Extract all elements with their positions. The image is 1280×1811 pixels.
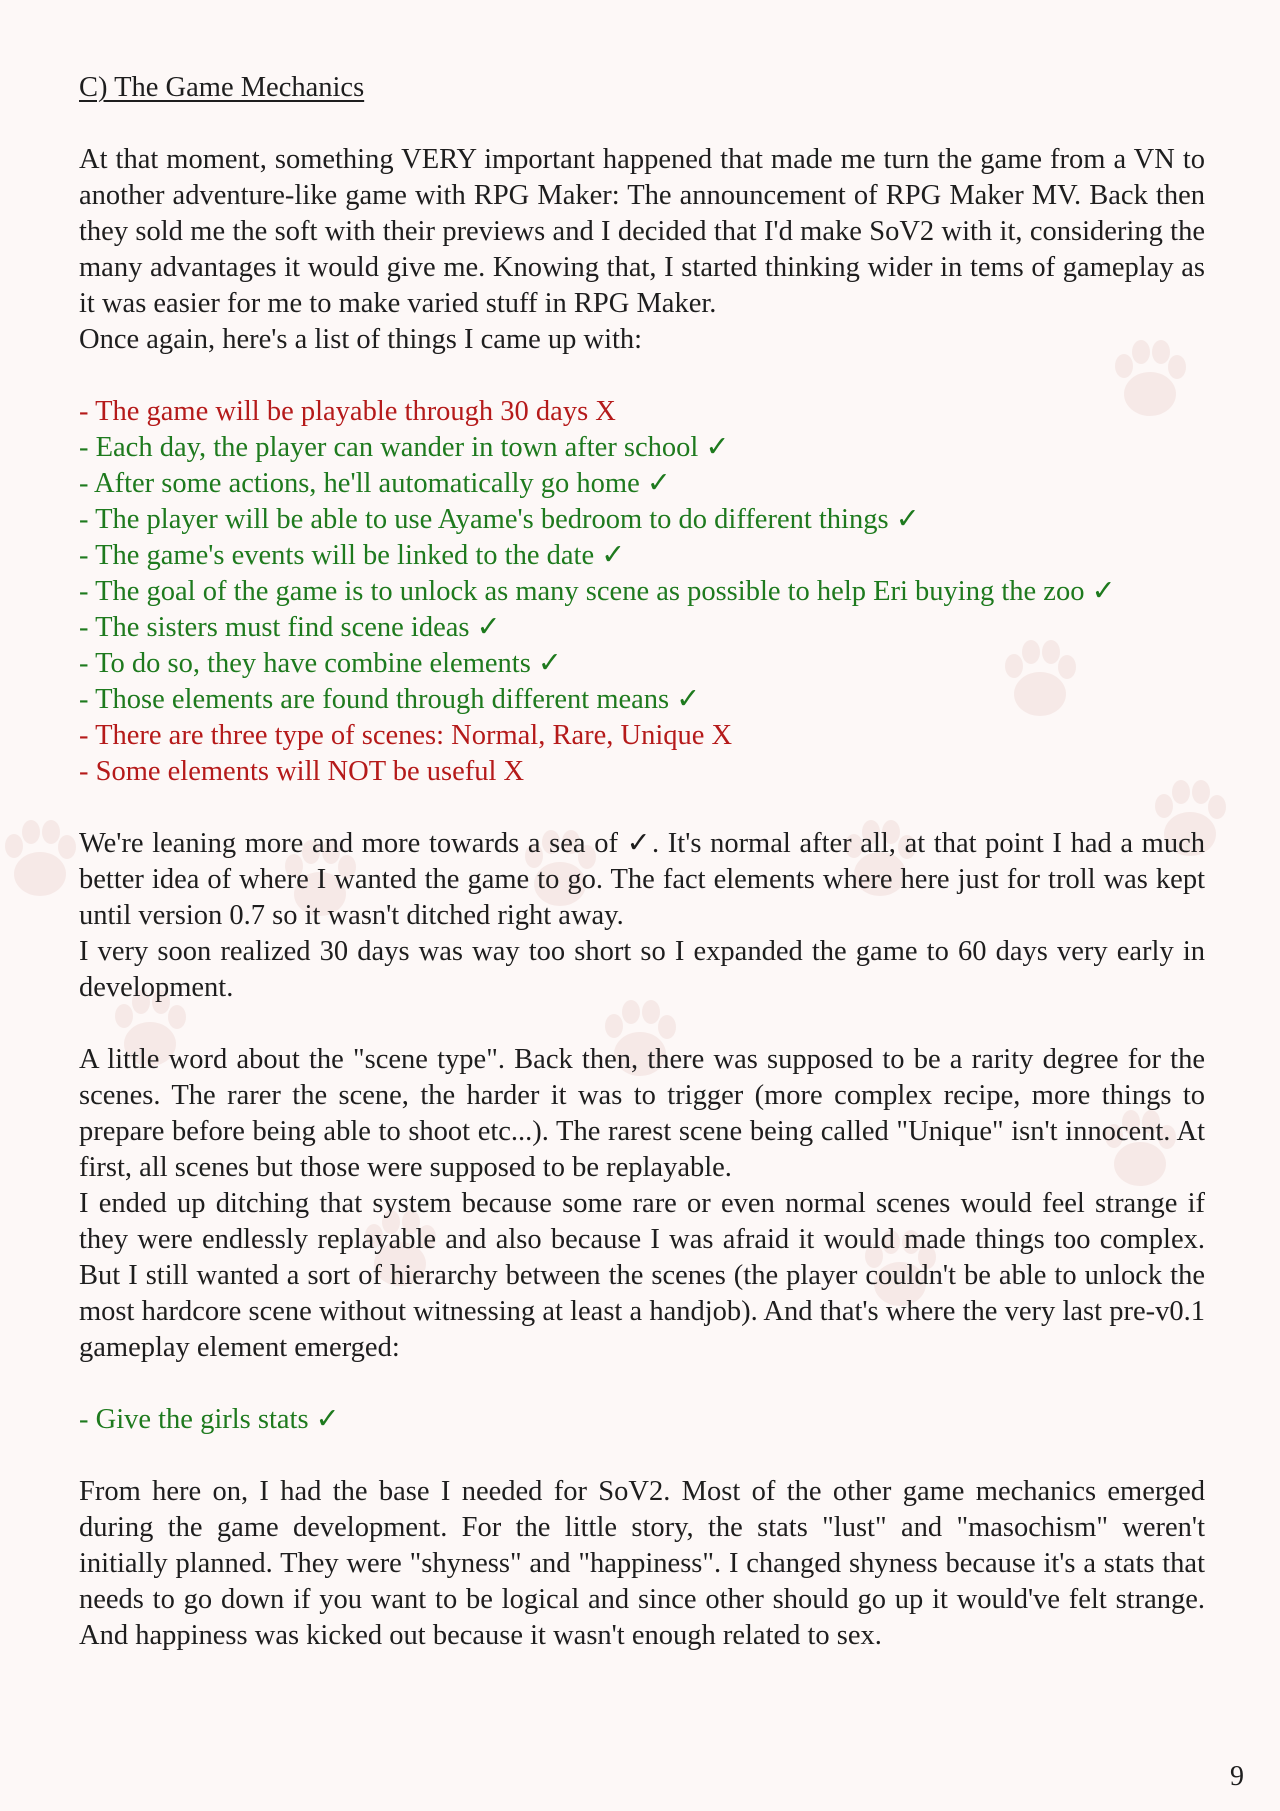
paragraph-list-intro: Once again, here's a list of things I came up with: xyxy=(79,324,643,355)
page-number: 9 xyxy=(1230,1761,1244,1792)
paragraph-scene-type: A little word about the "scene type". Back then, there was supposed to be a rarity degree for the scenes. The rarer the scene, the harder it was to trigger (more complex recipe, more things to prepare before being able to shoot etc...). The rarest scene being called "Unique" isn't innocent. At first, all scenes but those were supposed to be replayable. xyxy=(79,1044,1205,1183)
spacer xyxy=(79,1438,1205,1474)
checklist-item-accepted: - The sisters must find scene ideas ✓ xyxy=(79,612,501,643)
stats-checklist xyxy=(79,1402,1205,1438)
spacer xyxy=(79,790,1205,826)
document-page xyxy=(79,70,1205,1654)
checklist-item-accepted: - Give the girls stats ✓ xyxy=(79,1404,340,1435)
paragraph-rpg-maker: At that moment, something VERY important happened that made me turn the game from a VN to another adventure-like game with RPG Maker: The announcement of RPG Maker MV. Back then they sold me the soft with their previews and I decided that I'd make SoV2 with it, considering the many advantages it would give me. Knowing that, I started thinking wider in tems of gameplay as it was easier for me to make varied stuff in RPG Maker. xyxy=(79,144,1205,319)
paragraph-hierarchy: I ended up ditching that system because some rare or even normal scenes would feel strange if they were endlessly replayable and also because I was afraid it would made things too complex. But I still wanted a sort of hierarchy between the scenes (the player couldn't be able to unlock the most hardcore scene without witnessing at least a handjob). And that's where the very last pre-v0.1 gameplay element emerged: xyxy=(79,1188,1205,1363)
spacer xyxy=(79,1006,1205,1042)
checklist-item-accepted: - The game's events will be linked to the date ✓ xyxy=(79,540,626,571)
checklist-item-rejected: - There are three type of scenes: Normal, Rare, Unique X xyxy=(79,720,733,751)
checklist-item-rejected: - The game will be playable through 30 days X xyxy=(79,396,616,427)
checklist-item-accepted: - To do so, they have combine elements ✓ xyxy=(79,648,562,679)
checklist-item-accepted: - Each day, the player can wander in town after school ✓ xyxy=(79,432,730,463)
paragraph-sea-of-checks: We're leaning more and more towards a sea of ✓. It's normal after all, at that point I had a much better idea of where I wanted the game to go. The fact elements where here just for troll was kept until version 0.7 so it wasn't ditched right away. xyxy=(79,828,1205,931)
checklist-item-rejected: - Some elements will NOT be useful X xyxy=(79,756,525,787)
spacer xyxy=(79,1366,1205,1402)
spacer xyxy=(79,106,1205,142)
spacer xyxy=(79,358,1205,394)
checklist-item-accepted: - Those elements are found through different means ✓ xyxy=(79,684,701,715)
paragraph-stats: From here on, I had the base I needed for SoV2. Most of the other game mechanics emerged during the game development. For the little story, the stats "lust" and "masochism" weren't initially planned. They were "shyness" and "happiness". I changed shyness because it's a stats that needs to go down if you want to be logical and since other should go up it would've felt strange. And happiness was kicked out because it wasn't enough related to sex. xyxy=(79,1476,1205,1651)
checklist-item-accepted: - After some actions, he'll automatically go home ✓ xyxy=(79,468,671,499)
checklist-item-accepted: - The player will be able to use Ayame's bedroom to do different things ✓ xyxy=(79,504,920,535)
checklist-item-accepted: - The goal of the game is to unlock as many scene as possible to help Eri buying the zoo ✓ xyxy=(79,576,1116,607)
paragraph-sixty-days: I very soon realized 30 days was way too short so I expanded the game to 60 days very early in development. xyxy=(79,936,1205,1003)
section-heading: C) The Game Mechanics xyxy=(79,72,365,103)
mechanics-checklist xyxy=(79,394,1205,790)
